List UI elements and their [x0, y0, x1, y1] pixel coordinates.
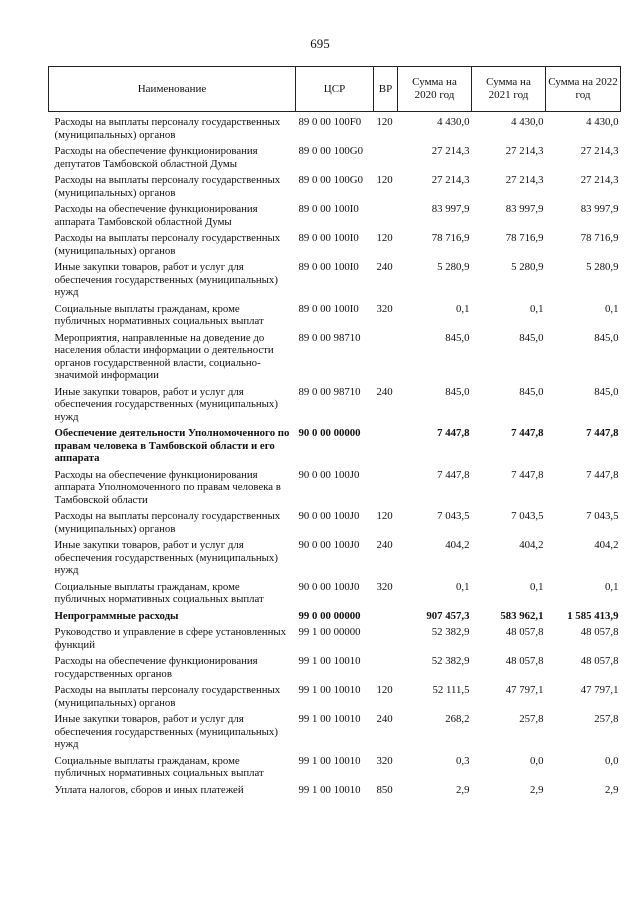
row-sum-2020: 268,2	[445, 713, 470, 725]
row-sum-2020: 845,0	[445, 385, 470, 398]
row-sum-2020: 845,0	[445, 331, 470, 344]
row-sum-2022: 27 214,3	[580, 174, 619, 186]
row-name: Расходы на выплаты персоналу государственных (муниципальных) органов	[54, 684, 281, 709]
row-vr-code: 120	[376, 684, 393, 696]
row-name: Расходы на обеспечение функционирования аппарата Уполномоченного по правам человека в Тамбовской области	[54, 468, 281, 506]
table-row	[49, 423, 621, 465]
row-sum-2021: 583 962,1	[500, 609, 544, 622]
row-sum-2021: 845,0	[519, 385, 544, 398]
row-sum-2021: 0,1	[530, 580, 544, 593]
row-vr-code	[374, 622, 398, 651]
table-body	[49, 112, 621, 797]
row-vr-code: 320	[376, 302, 393, 315]
row-sum-2020: 52 382,9	[431, 655, 470, 667]
table-row	[49, 199, 621, 228]
row-csr-code: 99 1 00 10010	[298, 754, 361, 767]
table-row	[49, 651, 621, 680]
row-sum-2021: 27 214,3	[505, 174, 544, 186]
row-name: Расходы на обеспечение функционирования депутатов Тамбовской областной Думы	[54, 145, 258, 170]
row-name: Обеспечение деятельности Уполномоченного по правам человека в Тамбовской области и его аппарата	[54, 427, 290, 464]
row-sum-2021: 845,0	[519, 331, 544, 344]
row-csr-code: 90 0 00 100J0	[298, 510, 360, 522]
table-row	[49, 465, 621, 507]
row-csr-code: 90 0 00 100J0	[298, 539, 360, 551]
row-name: Мероприятия, направленные на доведение до населения области информации о деятельности органов государственной власти, социально-значимой информации	[54, 331, 274, 381]
row-name: Уплата налогов, сборов и иных платежей	[54, 783, 244, 796]
row-name: Социальные выплаты гражданам, кроме публичных нормативных социальных выплат	[54, 754, 264, 779]
row-sum-2022: 48 057,8	[580, 626, 619, 638]
row-sum-2022: 845,0	[594, 331, 619, 344]
row-sum-2022: 0,1	[605, 302, 619, 315]
row-vr-code: 240	[376, 261, 393, 273]
row-vr-code: 120	[376, 174, 393, 186]
row-csr-code: 99 1 00 00000	[298, 626, 361, 638]
row-sum-2021: 78 716,9	[505, 232, 544, 244]
row-sum-2021: 0,0	[530, 754, 544, 767]
row-vr-code: 120	[376, 116, 393, 128]
row-sum-2021: 404,2	[519, 539, 544, 551]
row-csr-code: 90 0 00 00000	[298, 427, 361, 439]
row-vr-code	[374, 199, 398, 228]
row-sum-2022: 4 430,0	[586, 116, 619, 128]
budget-table	[48, 66, 621, 796]
table-header	[49, 67, 621, 112]
row-name: Расходы на обеспечение функционирования аппарата Тамбовской областной Думы	[54, 203, 258, 228]
row-sum-2022: 845,0	[594, 385, 619, 398]
row-sum-2020: 4 430,0	[437, 116, 470, 128]
row-csr-code: 89 0 00 100G0	[298, 174, 363, 186]
row-sum-2021: 48 057,8	[505, 655, 544, 667]
row-vr-code: 240	[376, 713, 393, 725]
table-row	[49, 257, 621, 299]
header-name: Наименование	[49, 67, 296, 112]
row-sum-2022: 7 447,8	[586, 427, 619, 439]
row-sum-2020: 7 043,5	[437, 510, 470, 522]
row-name: Социальные выплаты гражданам, кроме публичных нормативных социальных выплат	[54, 302, 264, 327]
row-csr-code: 89 0 00 100I0	[298, 261, 359, 273]
row-sum-2022: 2,9	[605, 783, 619, 796]
row-vr-code: 320	[376, 580, 393, 593]
row-sum-2021: 2,9	[530, 783, 544, 796]
row-csr-code: 90 0 00 100J0	[298, 468, 360, 481]
table-row	[49, 535, 621, 577]
row-name: Расходы на выплаты персоналу государственных (муниципальных) органов	[54, 174, 281, 199]
row-name: Расходы на выплаты персоналу государственных (муниципальных) органов	[54, 510, 281, 535]
row-vr-code	[374, 651, 398, 680]
table-row	[49, 170, 621, 199]
row-csr-code: 89 0 00 98710	[298, 385, 361, 398]
row-sum-2020: 7 447,8	[437, 468, 470, 481]
row-csr-code: 89 0 00 100I0	[298, 302, 359, 315]
row-sum-2022: 0,1	[605, 580, 619, 593]
row-name: Непрограммные расходы	[54, 609, 179, 622]
row-sum-2021: 83 997,9	[505, 203, 544, 215]
row-sum-2021: 7 043,5	[511, 510, 544, 522]
row-name: Иные закупки товаров, работ и услуг для обеспечения государственных (муниципальных) нужд	[54, 385, 278, 423]
row-sum-2021: 257,8	[519, 713, 544, 725]
row-sum-2020: 0,3	[456, 754, 470, 767]
row-csr-code: 99 1 00 10010	[298, 783, 361, 796]
row-vr-code	[374, 328, 398, 382]
table-row	[49, 622, 621, 651]
row-sum-2022: 0,0	[605, 754, 619, 767]
row-sum-2020: 27 214,3	[431, 145, 470, 157]
row-sum-2022: 7 043,5	[586, 510, 619, 522]
row-sum-2020: 404,2	[445, 539, 470, 551]
row-sum-2022: 1 585 413,9	[567, 609, 619, 622]
row-vr-code: 240	[376, 539, 393, 551]
row-sum-2022: 27 214,3	[580, 145, 619, 157]
row-sum-2020: 0,1	[456, 302, 470, 315]
row-vr-code	[374, 423, 398, 465]
row-name: Руководство и управление в сфере установленных функций	[54, 626, 287, 651]
header-vr: ВР	[374, 67, 398, 112]
row-sum-2021: 47 797,1	[505, 684, 544, 696]
row-csr-code: 90 0 00 100J0	[298, 580, 360, 593]
header-sum-2020: Сумма на 2020 год	[398, 67, 472, 112]
row-csr-code: 99 1 00 10010	[298, 655, 361, 667]
table-row	[49, 506, 621, 535]
row-csr-code: 89 0 00 98710	[298, 331, 361, 344]
row-sum-2020: 78 716,9	[431, 232, 470, 244]
table-row	[49, 112, 621, 142]
row-sum-2022: 5 280,9	[586, 261, 619, 273]
row-sum-2021: 48 057,8	[505, 626, 544, 638]
row-csr-code: 89 0 00 100G0	[298, 145, 363, 157]
row-vr-code: 240	[376, 385, 393, 398]
table-row	[49, 751, 621, 780]
table-row	[49, 709, 621, 751]
row-sum-2022: 7 447,8	[586, 468, 619, 481]
row-name: Расходы на выплаты персоналу государственных (муниципальных) органов	[54, 232, 281, 257]
row-vr-code: 120	[376, 510, 393, 522]
row-sum-2021: 7 447,8	[511, 427, 544, 439]
row-csr-code: 89 0 00 100I0	[298, 203, 359, 215]
row-vr-code: 120	[376, 232, 393, 244]
row-vr-code	[374, 465, 398, 507]
row-sum-2020: 83 997,9	[431, 203, 470, 215]
table-row	[49, 141, 621, 170]
page-number: 695	[310, 36, 330, 51]
row-csr-code: 89 0 00 100F0	[298, 116, 362, 128]
row-sum-2020: 907 457,3	[426, 609, 470, 622]
header-sum-2021: Сумма на 2021 год	[472, 67, 546, 112]
row-sum-2021: 27 214,3	[505, 145, 544, 157]
row-sum-2020: 52 111,5	[432, 684, 470, 696]
row-sum-2020: 0,1	[456, 580, 470, 593]
row-vr-code: 320	[376, 754, 393, 767]
row-name: Иные закупки товаров, работ и услуг для обеспечения государственных (муниципальных) нужд	[54, 261, 278, 298]
table-row	[49, 577, 621, 606]
table-row	[49, 299, 621, 328]
row-sum-2022: 47 797,1	[580, 684, 619, 696]
row-sum-2020: 52 382,9	[431, 626, 470, 638]
row-vr-code: 850	[376, 783, 393, 796]
row-sum-2022: 78 716,9	[580, 232, 619, 244]
row-sum-2021: 4 430,0	[511, 116, 544, 128]
row-name: Расходы на выплаты персоналу государственных (муниципальных) органов	[54, 116, 281, 141]
row-vr-code	[374, 141, 398, 170]
row-sum-2022: 83 997,9	[580, 203, 619, 215]
row-sum-2021: 0,1	[530, 302, 544, 315]
table-row	[49, 382, 621, 424]
row-name: Расходы на обеспечение функционирования государственных органов	[54, 655, 258, 680]
row-csr-code: 89 0 00 100I0	[298, 232, 359, 244]
row-sum-2020: 2,9	[456, 783, 470, 796]
header-csr: ЦСР	[296, 67, 374, 112]
row-csr-code: 99 1 00 10010	[298, 684, 361, 696]
row-sum-2022: 48 057,8	[580, 655, 619, 667]
row-vr-code	[374, 606, 398, 623]
row-csr-code: 99 1 00 10010	[298, 713, 361, 725]
header-sum-2022: Сумма на 2022 год	[546, 67, 621, 112]
row-sum-2020: 7 447,8	[437, 427, 470, 439]
row-csr-code: 99 0 00 00000	[298, 609, 361, 622]
row-name: Иные закупки товаров, работ и услуг для обеспечения государственных (муниципальных) нужд	[54, 539, 278, 576]
row-sum-2021: 7 447,8	[511, 468, 544, 481]
table-row	[49, 780, 621, 797]
table-row	[49, 328, 621, 382]
row-name: Социальные выплаты гражданам, кроме публичных нормативных социальных выплат	[54, 580, 264, 605]
row-sum-2022: 257,8	[594, 713, 619, 725]
row-sum-2021: 5 280,9	[511, 261, 544, 273]
table-row	[49, 228, 621, 257]
row-sum-2022: 404,2	[594, 539, 619, 551]
row-name: Иные закупки товаров, работ и услуг для обеспечения государственных (муниципальных) нужд	[54, 713, 278, 750]
table-row	[49, 680, 621, 709]
row-sum-2020: 5 280,9	[437, 261, 470, 273]
row-sum-2020: 27 214,3	[431, 174, 470, 186]
table-row	[49, 606, 621, 623]
